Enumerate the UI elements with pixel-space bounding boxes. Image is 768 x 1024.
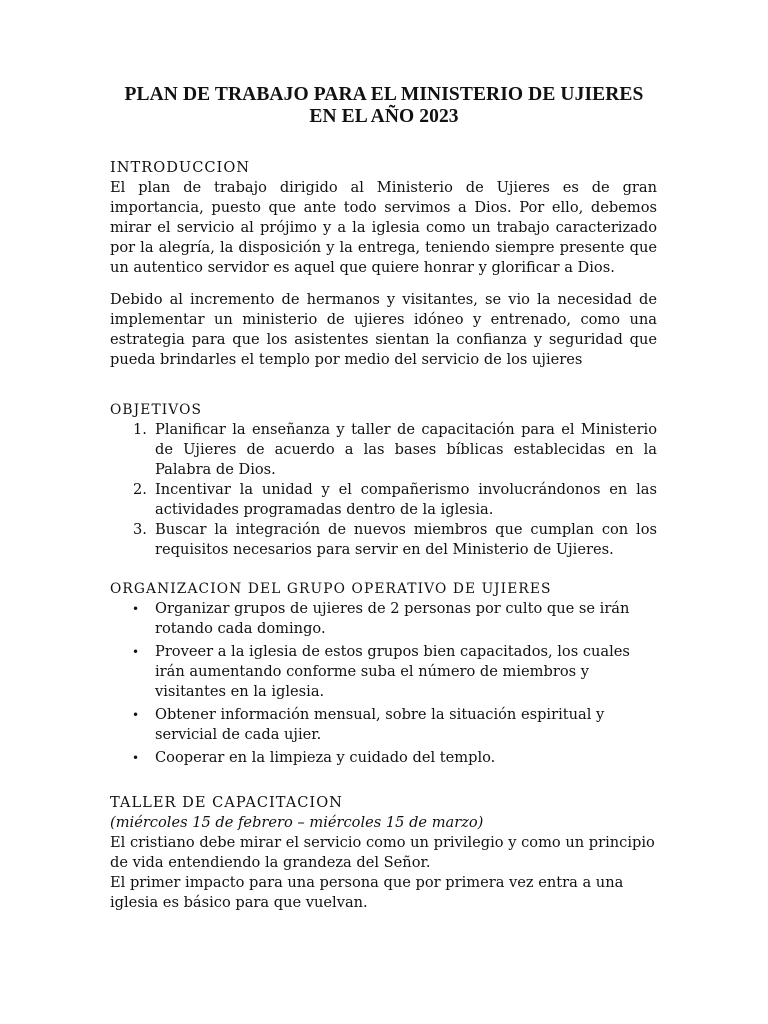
intro-paragraph-1: El plan de trabajo dirigido al Ministerio de Ujieres es de gran importancia, puesto que ante todo servimos a Dios. Por ello, debemos mirar el servicio al prójimo y a la iglesia como un trabajo caracterizado por la alegría, la disposición y la entrega, teniendo siempre presente que un autentico servidor es aquel que quiere honrar y glorificar a Dios.	[110, 179, 657, 276]
item-text: Incentivar la unidad y el compañerismo involucrándonos en las actividades programadas dentro de la iglesia.	[155, 481, 657, 518]
item-text: Obtener información mensual, sobre la situación espiritual y servicial de cada ujier.	[155, 706, 605, 743]
organization-list	[110, 599, 657, 768]
objectives-heading: OBJETIVOS	[110, 402, 203, 418]
list-item	[110, 642, 657, 702]
workshop-paragraph-2: El primer impacto para una persona que por primera vez entra a una iglesia es básico para que vuelvan.	[110, 874, 624, 911]
workshop-section	[110, 793, 657, 913]
list-item	[110, 705, 657, 745]
list-item	[110, 480, 657, 520]
list-item	[110, 520, 657, 560]
item-number: 3.	[133, 521, 147, 538]
item-number: 1.	[133, 421, 147, 438]
bullet-icon: •	[132, 602, 140, 616]
intro-section	[110, 158, 657, 370]
organization-section	[110, 579, 657, 768]
list-item	[110, 420, 657, 480]
document-body	[110, 158, 657, 913]
workshop-heading: TALLER DE CAPACITACION	[110, 794, 343, 811]
item-text: Buscar la integración de nuevos miembros que cumplan con los requisitos necesarios para servir en del Ministerio de Ujieres.	[155, 521, 657, 558]
title-line-1: PLAN DE TRABAJO PARA EL MINISTERIO DE UJIERES	[124, 84, 644, 105]
title-line-2: EN EL AÑO 2023	[309, 106, 459, 127]
item-text: Cooperar en la limpieza y cuidado del templo.	[155, 749, 496, 766]
bullet-icon: •	[132, 708, 140, 722]
workshop-paragraph-1: El cristiano debe mirar el servicio como un privilegio y como un principio de vida entendiendo la grandeza del Señor.	[110, 834, 655, 871]
document-title	[60, 84, 708, 128]
item-number: 2.	[133, 481, 147, 498]
bullet-icon: •	[132, 751, 140, 765]
item-text: Proveer a la iglesia de estos grupos bien capacitados, los cuales irán aumentando conforme suba el número de miembros y visitantes en la iglesia.	[155, 643, 630, 700]
intro-paragraph-2: Debido al incremento de hermanos y visitantes, se vio la necesidad de implementar un ministerio de ujieres idóneo y entrenado, como una estrategia para que los asistentes sientan la confianza y seguridad que pueda brindarles el templo por medio del servicio de los ujieres	[110, 291, 657, 368]
item-text: Organizar grupos de ujieres de 2 personas por culto que se irán rotando cada domingo.	[155, 600, 630, 637]
bullet-icon: •	[132, 645, 140, 659]
list-item	[110, 748, 657, 768]
intro-heading: INTRODUCCION	[110, 159, 251, 176]
list-item	[110, 599, 657, 639]
item-text: Planificar la enseñanza y taller de capacitación para el Ministerio de Ujieres de acuerdo a las bases bíblicas establecidas en la Palabra de Dios.	[155, 421, 657, 478]
organization-heading: ORGANIZACION DEL GRUPO OPERATIVO DE UJIERES	[110, 581, 552, 597]
objectives-section	[110, 400, 657, 560]
workshop-date: (miércoles 15 de febrero – miércoles 15 de marzo)	[110, 814, 484, 831]
objectives-list	[110, 420, 657, 560]
